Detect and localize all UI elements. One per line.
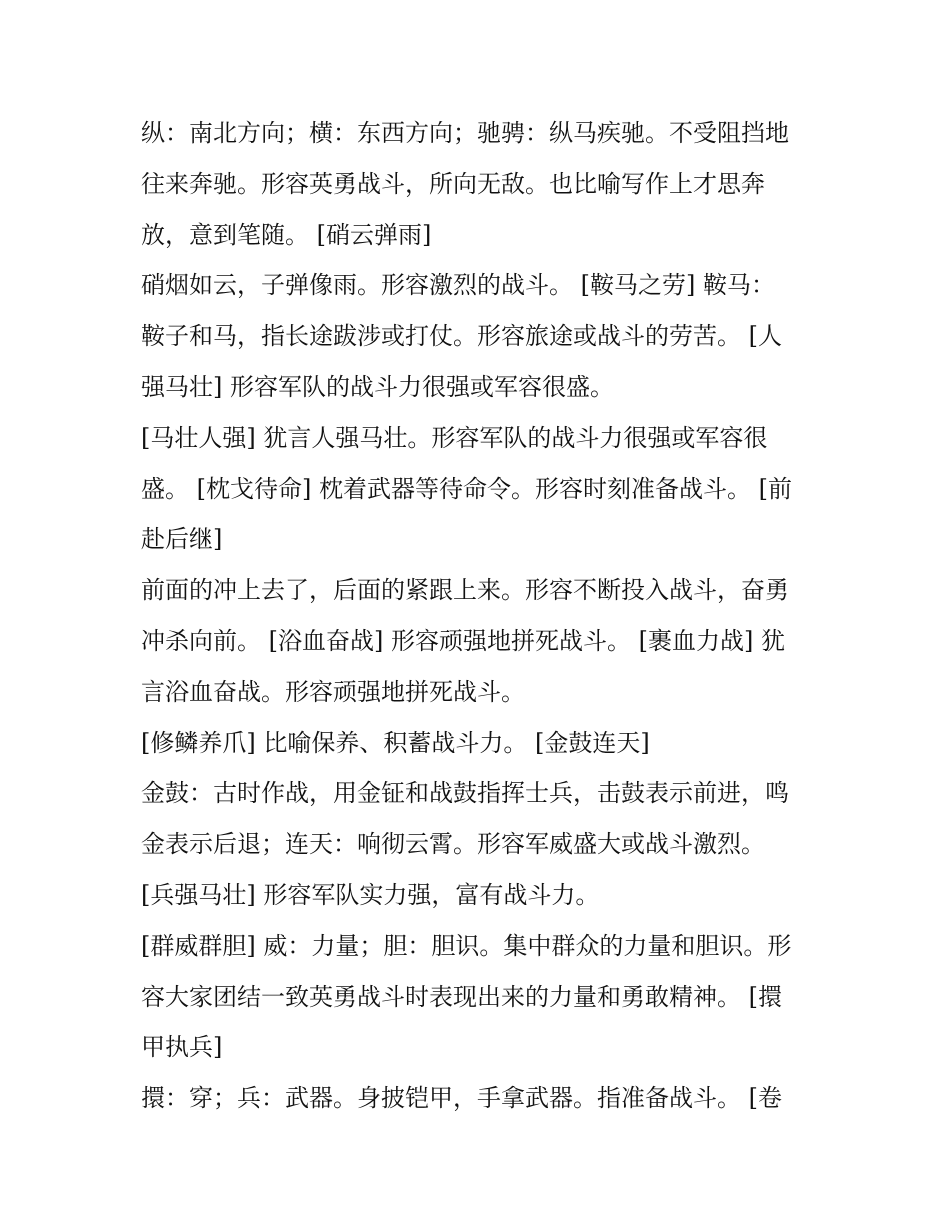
text-line: 甲执兵] <box>141 1033 223 1062</box>
document-body <box>141 108 821 1124</box>
text-line: 前面的冲上去了，后面的紧跟上来。形容不断投入战斗，奋勇 <box>141 576 789 605</box>
text-line: 言浴血奋战。形容顽强地拼死战斗。 <box>141 677 525 706</box>
text-line: 冲杀向前。 [浴血奋战] 形容顽强地拼死战斗。 [裹血力战] 犹 <box>141 626 785 655</box>
text-line: 纵：南北方向；横：东西方向；驰骋：纵马疾驰。不受阻挡地 <box>141 119 789 147</box>
text-line: [兵强马壮] 形容军队实力强，富有战斗力。 <box>141 880 600 909</box>
text-line: 擐：穿；兵：武器。身披铠甲，手拿武器。指准备战斗。 [卷 <box>141 1084 782 1113</box>
text-line: 往来奔驰。形容英勇战斗，所向无敌。也比喻写作上才思奔 <box>141 169 765 198</box>
text-line: 赴后继] <box>141 525 223 554</box>
text-line: 鞍子和马，指长途跋涉或打仗。形容旅途或战斗的劳苦。 [人 <box>141 322 782 351</box>
text-line: 盛。 [枕戈待命] 枕着武器等待命令。形容时刻准备战斗。 [前 <box>141 474 792 503</box>
text-line: [修鳞养爪] 比喻保养、积蓄战斗力。 [金鼓连天] <box>141 728 650 757</box>
text-line: 金鼓：古时作战，用金钲和战鼓指挥士兵，击鼓表示前进，鸣 <box>141 779 789 808</box>
text-line: 金表示后退；连天：响彻云霄。形容军威盛大或战斗激烈。 <box>141 830 765 859</box>
text-line: 硝烟如云，子弹像雨。形容激烈的战斗。 [鞍马之劳] 鞍马： <box>141 271 775 300</box>
text-line: 容大家团结一致英勇战斗时表现出来的力量和勇敢精神。 [擐 <box>141 982 782 1011</box>
text-line: 强马壮] 形容军队的战斗力很强或军容很盛。 <box>141 372 614 401</box>
text-line: [群威群胆] 威：力量；胆：胆识。集中群众的力量和胆识。形 <box>141 931 792 960</box>
text-line: [马壮人强] 犹言人强马壮。形容军队的战斗力很强或军容很 <box>141 423 768 452</box>
text-line: 放，意到笔随。 [硝云弹雨] <box>141 220 432 249</box>
